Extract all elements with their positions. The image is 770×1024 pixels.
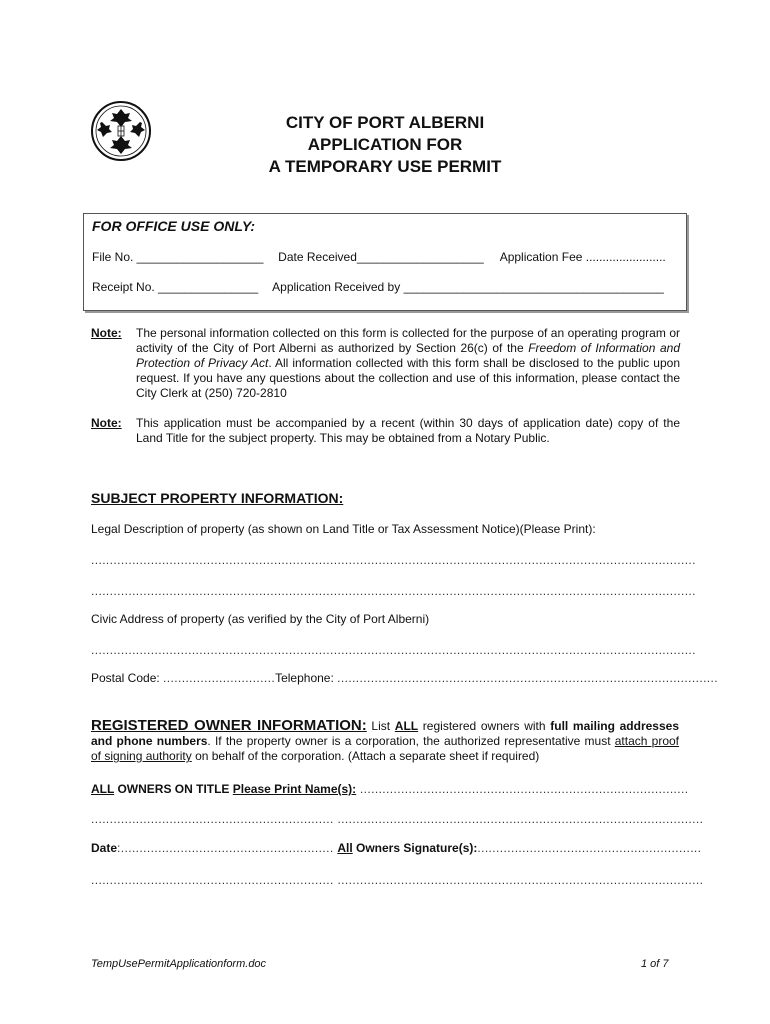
signature-field[interactable]: ............................................................ [477,841,702,855]
owner-text-1: List [366,719,395,733]
title-line-2: APPLICATION FOR [307,135,463,154]
note-1-act-name: Freedom of Information and Protection of Privacy Act [136,341,680,370]
subject-property-heading: SUBJECT PROPERTY INFORMATION: [91,490,344,506]
office-use-box [83,213,687,311]
registered-owner-colon: : [361,717,367,734]
office-use-heading: FOR OFFICE USE ONLY: [92,218,256,234]
signature-all-label: All [337,841,353,855]
application-fee-field[interactable]: Application Fee ........................ [499,250,666,264]
city-seal-icon [90,100,152,162]
date-label: Date [91,841,118,855]
office-row-1 [92,250,666,264]
owners-on-title-label: OWNERS ON TITLE [114,782,233,796]
note-1-text-b: . All information collected with this form shall be disclosed to the public upon request. If you have any questions about the collection and use of this information, please contact the City Clerk at (250) 720-2810 [136,356,680,400]
postal-telephone-row [91,671,719,685]
office-row-2 [92,280,664,294]
legal-description-line-2[interactable]: .................................................................................................................................................................. [91,584,696,598]
date-signature-line-2[interactable]: ................................................................. .................................................................................................. [91,873,704,887]
telephone-field[interactable]: ...................................................................................................... [337,671,719,685]
telephone-label: Telephone: [275,671,338,685]
legal-description-line-1[interactable]: .................................................................................................................................................................. [91,553,696,567]
owner-text-4: on behalf of the corporation. (Attach a separate sheet if required) [191,749,540,763]
postal-code-label: Postal Code: [91,671,164,685]
owners-on-title-row [91,782,689,796]
footer-page-number: 1 of 7 [641,958,669,970]
owner-all-emphasis: ALL [394,719,419,733]
received-by-field[interactable]: Application Received by _______________________________________ [272,280,664,294]
legal-description-label: Legal Description of property (as shown on Land Title or Tax Assessment Notice)(Please Print): [91,522,596,536]
owners-all-label: ALL [91,782,115,796]
page-title [200,112,570,178]
owner-text-2: registered owners with [418,719,551,733]
civic-address-line[interactable]: .................................................................................................................................................................. [91,643,696,657]
title-line-3: A TEMPORARY USE PERMIT [268,157,502,176]
owners-name-line-2[interactable]: ................................................................. .................................................................................................. [91,812,704,826]
owners-print-name-label: Please Print Name(s): [232,782,357,796]
footer-filename: TempUsePermitApplicationform.doc [91,958,267,970]
note-1-label: Note: [91,326,122,340]
date-field[interactable]: :......................................................... [117,841,338,855]
owner-underline-text: attach proof of signing authority [91,734,679,763]
registered-owner-paragraph [91,718,679,764]
note-2-text: This application must be accompanied by a recent (within 30 days of application date) copy of the Land Title for the subject property. This may be obtained from a Notary Public. [136,416,680,445]
date-received-field[interactable]: Date Received___________________ [278,250,484,264]
owner-bold-text: full mailing addresses and phone numbers [91,719,679,748]
date-signature-row [91,841,702,855]
registered-owner-heading: REGISTERED OWNER INFORMATION [91,717,362,734]
civic-address-label: Civic Address of property (as verified by the City of Port Alberni) [91,612,430,626]
owners-name-field[interactable]: ........................................................................................ [356,782,689,796]
receipt-no-field[interactable]: Receipt No. _______________ [92,280,259,294]
note-1-text-a: The personal information collected on this form is collected for the purpose of an operating program or activity of the City of Port Alberni as authorized by Section 26(c) of the [136,326,680,355]
postal-code-field[interactable]: .............................. [163,671,276,685]
file-no-field[interactable]: File No. ___________________ [92,250,264,264]
note-1-text [136,326,680,401]
owner-text-3: . If the property owner is a corporation, the authorized representative must [207,734,615,748]
note-2-label: Note: [91,416,122,430]
signature-label: Owners Signature(s): [352,841,478,855]
city-logo [90,100,152,162]
title-line-1: CITY OF PORT ALBERNI [285,113,485,132]
